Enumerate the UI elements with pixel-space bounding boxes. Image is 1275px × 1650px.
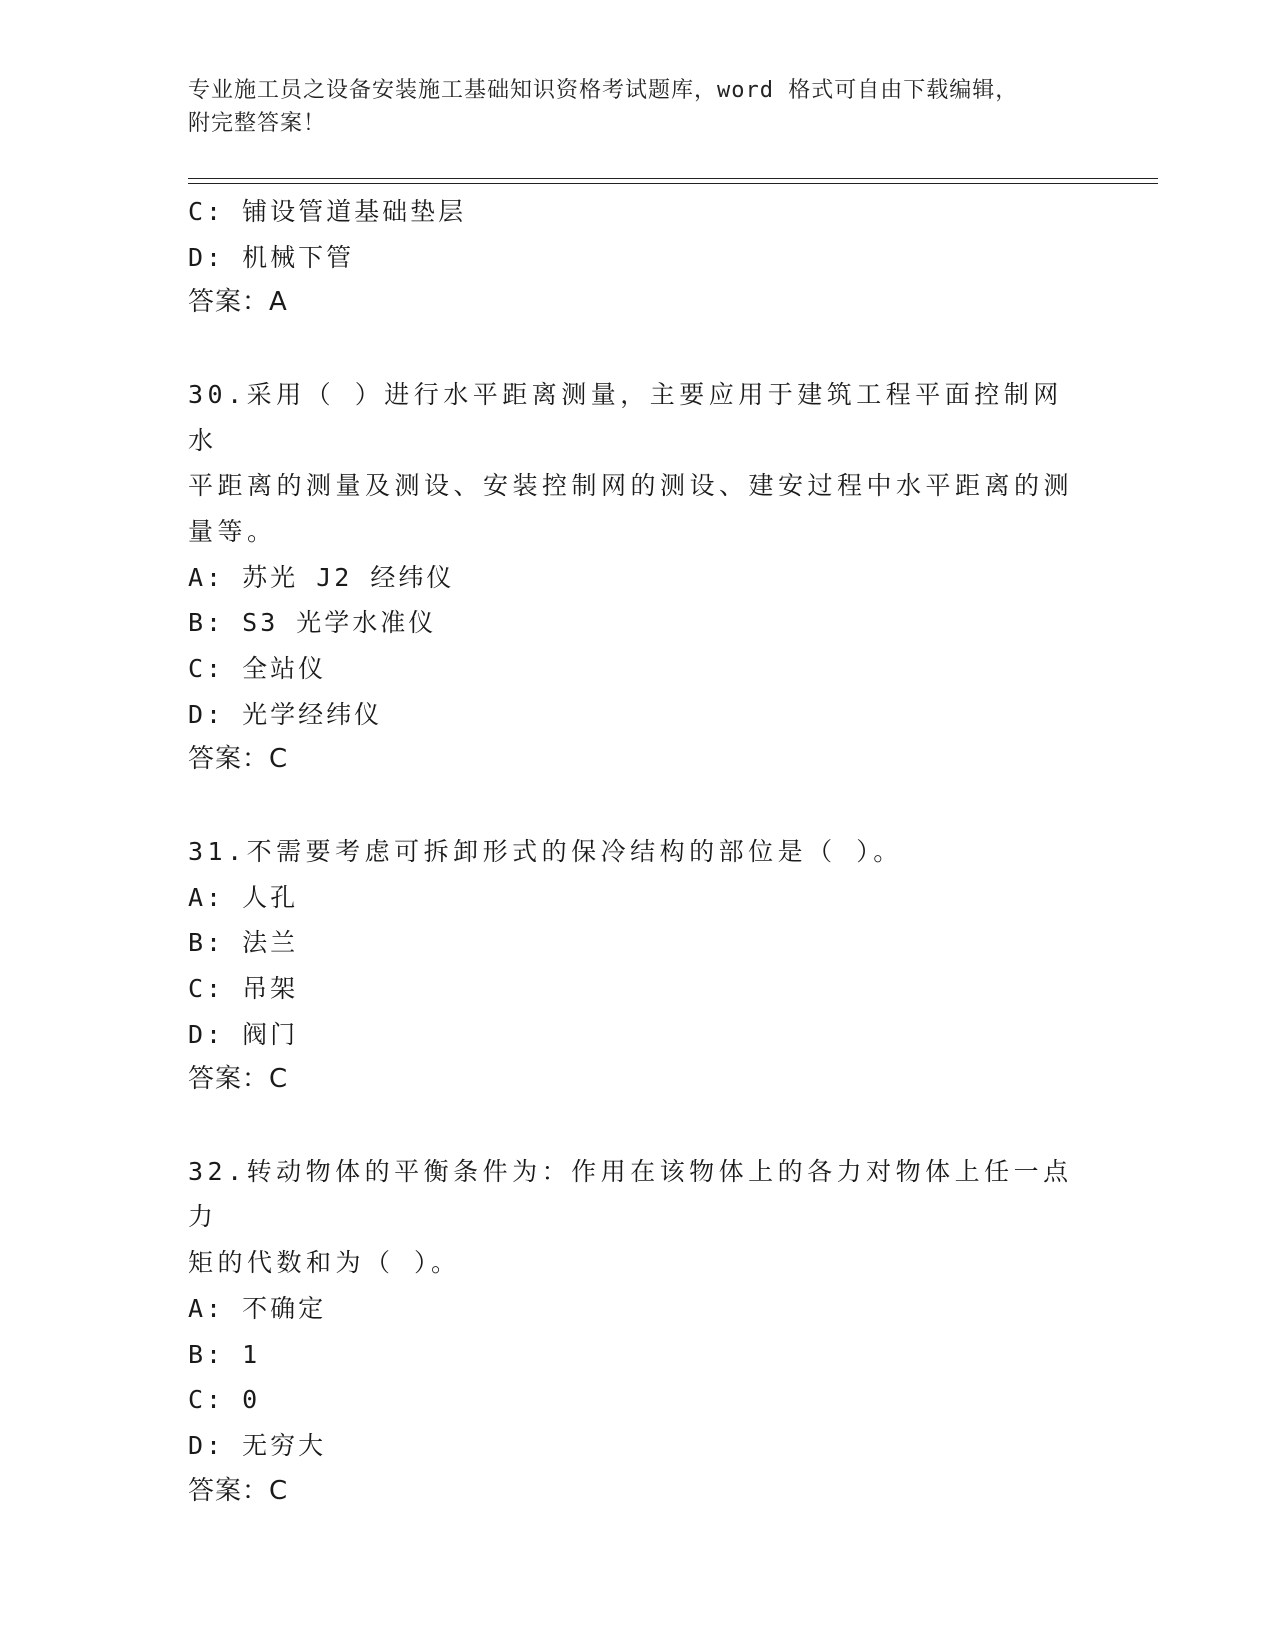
header-divider-bottom bbox=[188, 183, 1158, 184]
answer-line: 答案：C bbox=[188, 1064, 289, 1095]
option-c: C: 全站仪 bbox=[188, 654, 327, 684]
option-c: C: 0 bbox=[188, 1385, 261, 1415]
option-a: A: 人孔 bbox=[188, 882, 299, 912]
option-b: B: S3 光学水准仪 bbox=[188, 608, 437, 638]
option-a: A: 不确定 bbox=[188, 1293, 327, 1323]
answer-line: 答案：C bbox=[188, 1475, 289, 1506]
header-divider-top bbox=[188, 178, 1158, 179]
question-30 bbox=[188, 372, 1088, 783]
question-stem-line: 量等。 bbox=[188, 516, 277, 546]
option-b: B: 法兰 bbox=[188, 928, 299, 958]
spacer bbox=[188, 1103, 1088, 1149]
option-d: D: 光学经纬仪 bbox=[188, 699, 383, 729]
question-stem-line: 矩的代数和为（ ）。 bbox=[188, 1248, 461, 1278]
question-stem-line: 31.不需要考虑可拆卸形式的保冷结构的部位是（ ）。 bbox=[188, 836, 903, 866]
option-d: D: 阀门 bbox=[188, 1019, 299, 1049]
document-header bbox=[188, 74, 1088, 140]
question-31 bbox=[188, 829, 1088, 1103]
question-29-tail bbox=[188, 189, 1088, 326]
option-d: D: 无穷大 bbox=[188, 1430, 327, 1460]
spacer bbox=[188, 326, 1088, 372]
question-stem-line: 平距离的测量及测设、安装控制网的测设、建安过程中水平距离的测 bbox=[188, 471, 1074, 501]
option-b: B: 1 bbox=[188, 1339, 261, 1369]
question-32 bbox=[188, 1149, 1088, 1515]
option-c: C: 铺设管道基础垫层 bbox=[188, 197, 467, 226]
answer-line: 答案：A bbox=[188, 287, 288, 318]
header-title-line-2: 附完整答案！ bbox=[188, 111, 327, 136]
question-stem-line: 32.转动物体的平衡条件为：作用在该物体上的各力对物体上任一点力 bbox=[188, 1156, 1073, 1232]
question-stem-line: 30.采用（ ）进行水平距离测量，主要应用于建筑工程平面控制网水 bbox=[188, 379, 1063, 455]
answer-line: 答案：C bbox=[188, 744, 289, 775]
document-body bbox=[188, 189, 1088, 1514]
option-a: A: 苏光 J2 经纬仪 bbox=[188, 562, 455, 592]
header-title-line-1: 专业施工员之设备安装施工基础知识资格考试题库，word 格式可自由下载编辑， bbox=[188, 78, 1019, 103]
option-c: C: 吊架 bbox=[188, 973, 299, 1003]
spacer bbox=[188, 783, 1088, 829]
option-d: D: 机械下管 bbox=[188, 242, 355, 272]
